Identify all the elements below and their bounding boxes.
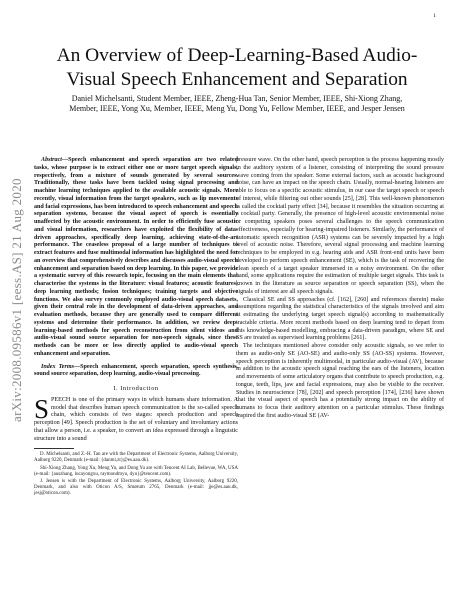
drop-cap: S: [34, 393, 50, 424]
body-paragraph: The techniques mentioned above consider only acoustic signals, so we refer to them as audio-only SE (AO-SE) and audio-only SS (AO-SS) systems. However, speech perception is inherently multimodal, in particular audio-visual (AV), because in addition to the acoustic speech signal reaching the ears of the listeners, location and movements of some articulatory organs that contribute to speech production, e.g. tongue, teeth, lips, jaw and facial expressions, may also be visible to the receiver. Studies in neuroscience [78], [202] and speech perception [174], [236] have shown that the visual aspect of speech has a potentially strong impact on the ability of humans to focus their auditory attention on a particular stimulus. These findings inspired the first audio-visual SE (AV-: [236, 343, 444, 419]
page-number: 1: [433, 13, 436, 19]
index-terms-text: —Speech enhancement, speech separation, speech synthesis, sound source separation, deep learning, audio-visual processing.: [34, 363, 239, 378]
left-column: [34, 157, 238, 499]
abstract: [34, 157, 238, 359]
introduction-paragraph: [34, 393, 238, 444]
footnote-affiliation: J. Jensen is with the Department of Electronic Systems, Aalborg University, Aalborg 9220, Denmark, and also with Oticon A/S, Smørum 2765, Denmark (e-mail: jje@es.aau.dk, jesj@oticon.com).: [34, 479, 238, 497]
introduction-text: PEECH is one of the primary ways in which humans share information. A model that describes human speech communication is the so-called speech chain, which consists of two stages: speech production and speech perception [49]. Speech production is the set of voluntary and involuntary actions that allow a person, i.e. a speaker, to convert an idea expressed through a linguistic structure into a sound: [34, 396, 238, 442]
arxiv-identifier: arXiv:2008.09586v1 [eess.AS] 21 Aug 2020: [9, 178, 24, 422]
footnote-affiliation: Shi-Xiong Zhang, Yong Xu, Meng Yu, and Dong Yu are with Tencent AI Lab, Bellevue, WA, USA (e-mail: {auszhang, lucayongxu, raymondmyu, dyu}@tencent.com).: [34, 465, 238, 477]
footnote-divider: [34, 448, 74, 449]
body-paragraph: pressure wave. On the other hand, speech perception is the process happening mostly in the auditory system of a listener, consisting of interpreting the sound pressure wave coming from the speaker. Some external factors, such as acoustic background noise, can have an impact on the speech chain. Usually, normal-hearing listeners are able to focus on a specific acoustic stimulus, in our case the target speech or speech of interest, while filtering out other sounds [25], [28]. This well-known phenomenon is called the cocktail party effect [34], because it resembles the situation occurring at a cocktail party. Generally, the presence of high-level acoustic environmental noise or competing speakers poses several challenges to the speech communication effectiveness, especially for hearing-impaired listeners. Similarly, the performance of automatic speech recognition (ASR) systems can be severely impacted by a high level of acoustic noise. Therefore, several signal processing and machine learning techniques to be employed in e.g. hearing aids and ASR front-end units have been developed to perform speech enhancement (SE), which is the task of recovering the clean speech of a target speaker immersed in a noisy environment. On the other hand, some applications require the estimation of multiple target signals. This task is known in the literature as source separation or speech separation (SS), when the signals of interest are all speech signals.: [236, 157, 444, 295]
footnote-affiliation: D. Michelsanti, and Z.-H. Tan are with the Department of Electronic Systems, Aalborg University, Aalborg 9220, Denmark (e-mail: {danmi,zt}@es.aau.dk).: [34, 452, 238, 464]
author-list: Daniel Michelsanti, Student Member, IEEE, Zheng-Hua Tan, Senior Member, IEEE, Shi-Xiong Zhang, Member, IEEE, Yong Xu, Member, IEEE, Meng Yu, Dong Yu, Fellow Member, IEEE, and Jesper Jensen: [69, 94, 405, 114]
abstract-label: Abstract: [41, 157, 62, 163]
body-paragraph: Classical SE and SS approaches (cf. [162], [260] and references therein) make assumptions regarding the statistical characteristics of the signals involved and aim at estimating the underlying target speech signal(s) according to mathematically tractable criteria. More recent methods based on deep learning tend to depart from this knowledge-based modelling, embracing a data-driven paradigm, where SE and SS are treated as supervised learning problems [261].: [236, 296, 444, 342]
section-heading-introduction: I. Introduction: [113, 385, 159, 392]
abstract-text: —Speech enhancement and speech separation are two related tasks, whose purpose is to extract either one or more target speech signals, respectively, from a mixture of sounds generated by several sources. Traditionally, these tasks have been tackled using signal processing and machine learning techniques applied to the available acoustic signals. More recently, visual information from the target speakers, such as lip movements and facial expressions, has been introduced to speech enhancement and speech separation systems, because the visual aspect of speech is essentially unaffected by the acoustic environment. In order to efficiently fuse acoustic and visual information, researchers have exploited the flexibility of data-driven approaches, specifically deep learning, achieving state-of-the-art performance. The ceaseless proposal of a large number of techniques to extract features and fuse multimodal information has highlighted the need for an overview that comprehensively describes and discusses audio-visual speech enhancement and separation based on deep learning. In this paper, we provide a systematic survey of this research topic, focusing on the main elements that characterise the systems in the literature: visual features; acoustic features; deep learning methods; fusion techniques; training targets and objective functions. We also survey commonly employed audio-visual speech datasets, given their central role in the development of data-driven approaches, and evaluation methods, because they are generally used to compare different systems and determine their performance. In addition, we review deep-learning-based methods for speech reconstruction from silent videos and audio-visual sound source separation for non-speech signals, since these methods can be more or less directly applied to audio-visual speech enhancement and separation.: [34, 157, 238, 357]
paper-title: An Overview of Deep-Learning-Based Audio-Visual Speech Enhancement and Separation: [56, 45, 418, 90]
right-column: [236, 157, 444, 421]
index-terms-label: Index Terms: [41, 363, 74, 370]
index-terms: [34, 364, 238, 380]
